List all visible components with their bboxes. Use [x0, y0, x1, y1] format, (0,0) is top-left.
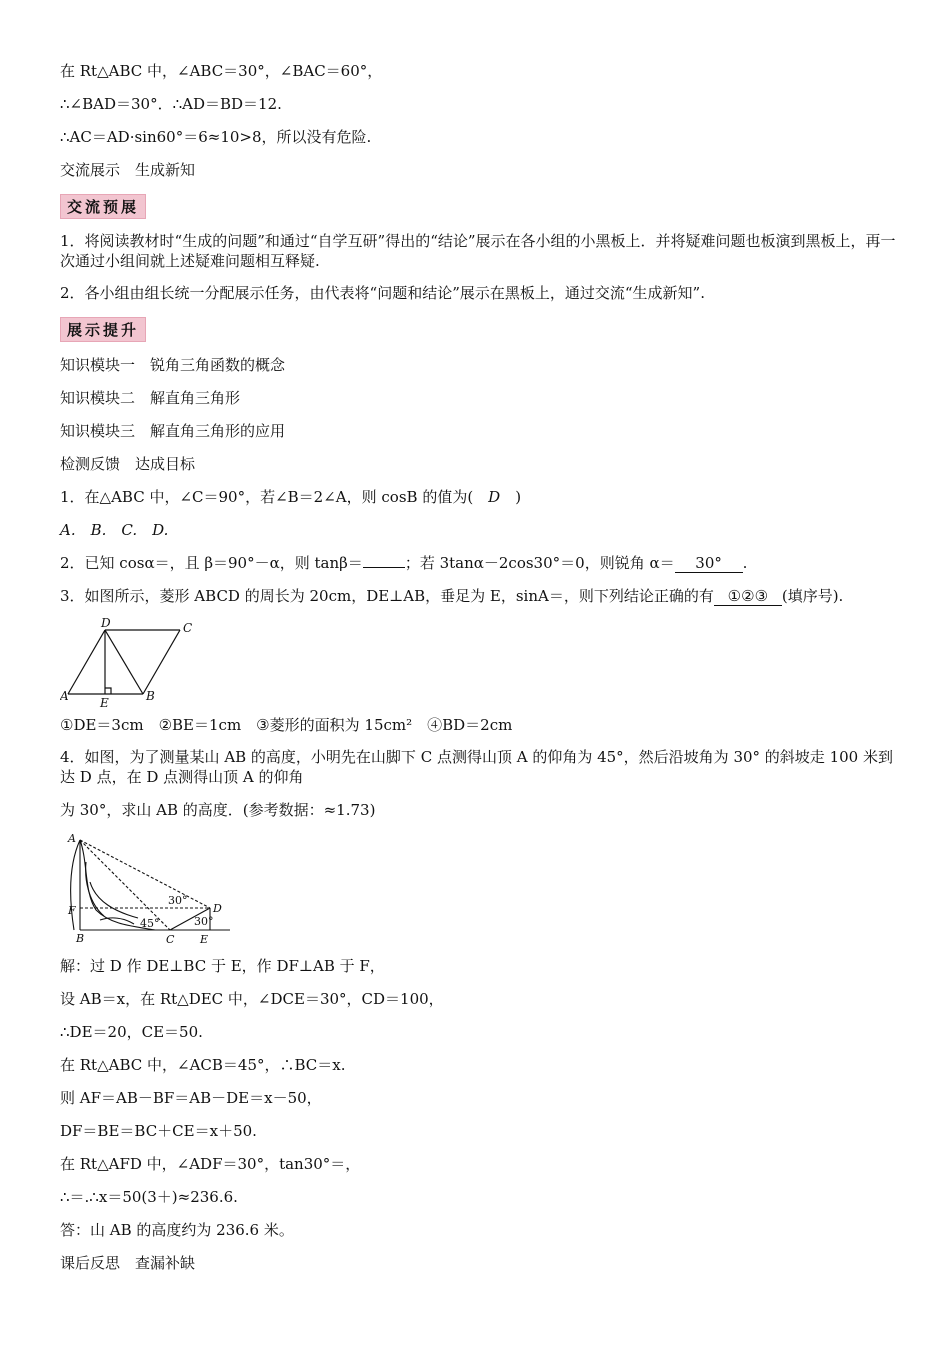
- rhombus-side-cb: [143, 630, 180, 694]
- question-1-text: 1．在△ABC 中，∠C＝90°，若∠B＝2∠A，则 cosB 的值为(: [60, 488, 489, 506]
- label-f: F: [68, 904, 76, 917]
- mountain-figure: [60, 832, 240, 947]
- question-1-options: A. B. C. D.: [60, 521, 169, 539]
- question-2-part2: ；若 3tanα－2cos30°＝0，则锐角 α＝: [404, 554, 675, 572]
- question-3-options: ①DE＝3cm ②BE＝1cm ③菱形的面积为 15cm² ④BD＝2cm: [60, 716, 513, 734]
- exchange-paragraph-1: 1．将阅读教材时“生成的问题”和通过“自学互研”得出的“结论”展示在各小组的小黑板上．并将疑难问题也板演到黑板上，再一次通过小组间就上述疑难问题相互释疑.: [60, 232, 896, 270]
- label-e: E: [200, 933, 209, 946]
- module-heading: 检测反馈 达成目标: [60, 455, 196, 473]
- angle-label-dce: 30°: [194, 915, 214, 928]
- solution-line: 设 AB＝x，在 Rt△DEC 中，∠DCE＝30°，CD＝100，: [60, 990, 444, 1008]
- solution-line: ∴DE＝20，CE＝50.: [60, 1023, 203, 1041]
- solution-line: 解：过 D 作 DE⊥BC 于 E，作 DF⊥AB 于 F，: [60, 957, 385, 975]
- angle-label-acb: 45°: [140, 917, 160, 930]
- rhombus-side-ad: [68, 630, 105, 694]
- question-2-blank-2: 30°: [675, 554, 743, 573]
- mountain-ridge-3: [100, 918, 134, 924]
- solution-line: 在 Rt△AFD 中，∠ADF＝30°，tan30°＝，: [60, 1155, 361, 1173]
- question-2: [60, 552, 900, 574]
- question-3-blank: ①②③: [714, 587, 782, 606]
- label-e: E: [100, 696, 109, 708]
- question-2-blank-1: [363, 567, 405, 568]
- section-heading: 交流展示 生成新知: [60, 161, 196, 179]
- label-a: A: [68, 832, 76, 845]
- diagonal-db: [105, 630, 143, 694]
- label-a: A: [60, 689, 69, 703]
- question-2-part3: .: [742, 554, 748, 572]
- label-b: B: [76, 932, 85, 945]
- document-page: [60, 60, 900, 1285]
- solution-line: 则 AF＝AB－BF＝AB－DE＝x－50，: [60, 1089, 322, 1107]
- section-badge-exchange: 交流预展: [60, 194, 146, 219]
- module-heading: 知识模块一 锐角三角函数的概念: [60, 356, 286, 374]
- question-2-part1: 2．已知 cosα＝，且 β＝90°－α，则 tanβ＝: [60, 554, 363, 572]
- module-heading: 知识模块三 解直角三角形的应用: [60, 422, 286, 440]
- solution-line: ∴＝.∴x＝50(3＋)≈236.6.: [60, 1188, 238, 1206]
- question-1-close: ): [500, 488, 522, 506]
- question-3: [60, 585, 900, 607]
- question-3-part2: (填序号).: [781, 587, 844, 605]
- question-4-line-2: 为 30°，求山 AB 的高度．(参考数据：≈1.73): [60, 801, 376, 819]
- exchange-paragraph-2: 2．各小组由组长统一分配展示任务，由代表将“问题和结论”展示在黑板上，通过交流“生成新知”.: [60, 284, 705, 302]
- label-c: C: [183, 621, 193, 635]
- solution-answer: 答：山 AB 的高度约为 236.6 米。: [60, 1221, 294, 1239]
- angle-label-fda: 30°: [168, 894, 188, 907]
- mountain-ridge-2: [90, 882, 138, 918]
- label-d: D: [101, 618, 111, 630]
- rhombus-figure: [60, 618, 210, 708]
- right-angle-mark: [105, 688, 111, 694]
- solution-line: DF＝BE＝BC＋CE＝x＋50.: [60, 1122, 257, 1140]
- label-b: B: [146, 689, 155, 703]
- label-c: C: [166, 933, 175, 946]
- question-1-answer: D: [488, 488, 501, 506]
- question-3-part1: 3．如图所示，菱形 ABCD 的周长为 20cm，DE⊥AB，垂足为 E，sinA＝，则下列结论正确的有: [60, 587, 714, 605]
- label-d: D: [213, 902, 222, 915]
- text-line: ∴∠BAD＝30°．∴AD＝BD＝12.: [60, 95, 282, 113]
- solution-line: 在 Rt△ABC 中，∠ACB＝45°，∴BC＝x.: [60, 1056, 346, 1074]
- text-line: 在 Rt△ABC 中，∠ABC＝30°，∠BAC＝60°，: [60, 62, 383, 80]
- question-4-paragraph: 4．如图，为了测量某山 AB 的高度，小明先在山脚下 C 点测得山顶 A 的仰角为 45°，然后沿坡角为 30° 的斜坡走 100 米到达 D 点，在 D 点测得山顶 A 的仰角: [60, 748, 893, 786]
- section-heading: 课后反思 查漏补缺: [60, 1254, 196, 1272]
- module-heading: 知识模块二 解直角三角形: [60, 389, 241, 407]
- text-line: ∴AC＝AD·sin60°＝6≈10>8，所以没有危险.: [60, 128, 372, 146]
- question-1: [60, 486, 900, 508]
- section-badge-showcase: 展示提升: [60, 317, 146, 342]
